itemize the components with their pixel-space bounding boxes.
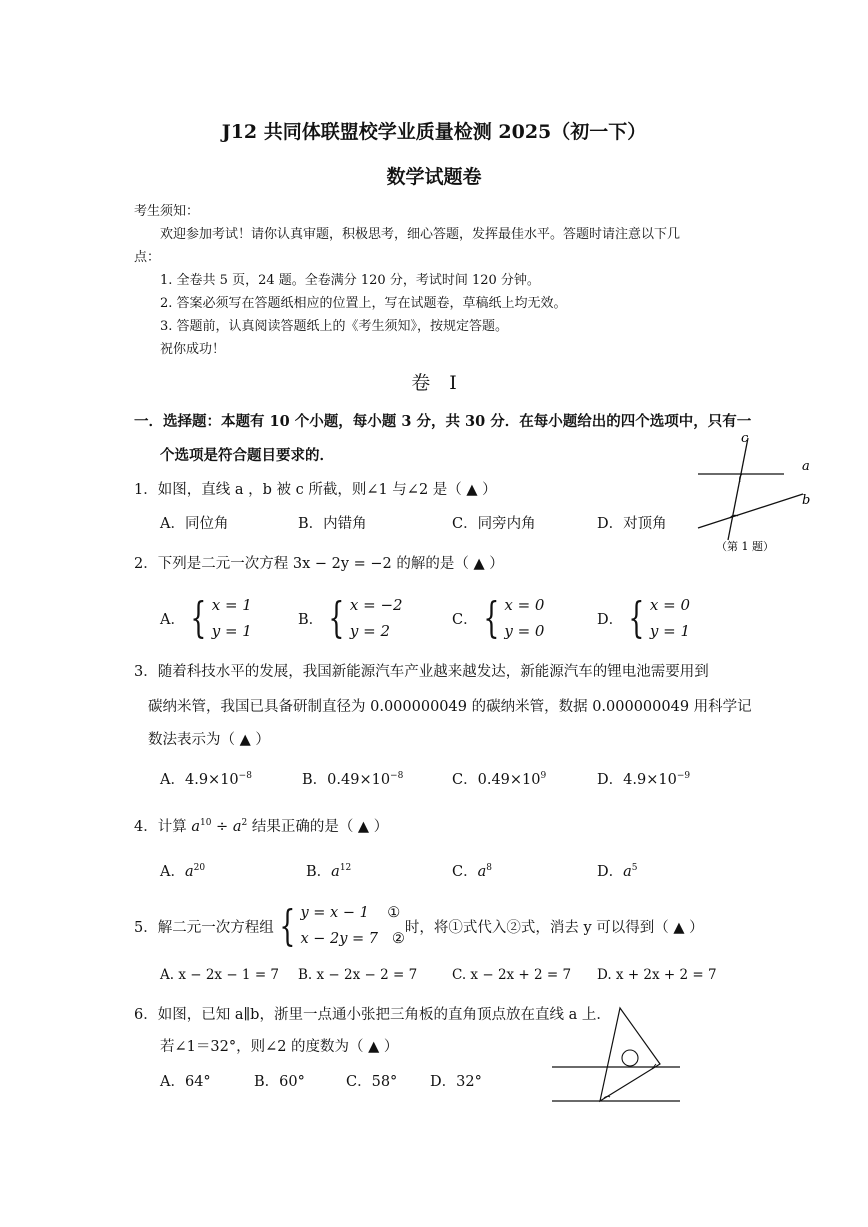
option-exponent: 12 bbox=[339, 863, 352, 874]
notice-intro-line1: 欢迎参加考试！请你认真审题，积极思考，细心答题，发挥最佳水平。答题时请注意以下几 bbox=[160, 227, 681, 242]
triangle-ruler bbox=[600, 1008, 660, 1101]
option-letter: C． bbox=[452, 864, 478, 880]
option-base: a bbox=[184, 864, 194, 880]
option-letter: C． bbox=[452, 772, 478, 788]
option-letter: D． bbox=[597, 864, 624, 880]
equation-2: y = 2 bbox=[349, 622, 391, 640]
equation-system bbox=[212, 592, 252, 644]
option-base: a bbox=[623, 864, 632, 880]
question-3-line2: 碳纳米管，我国已具备研制直径为 0.000000049 的碳纳米管，数据 0.000000049 用科学记 bbox=[148, 699, 752, 715]
question-1-number: 1． bbox=[134, 482, 158, 498]
left-brace: { bbox=[328, 593, 345, 642]
option-base: 0.49×10 bbox=[327, 772, 391, 788]
left-brace: { bbox=[482, 593, 499, 642]
question-2-option-c bbox=[452, 592, 544, 644]
option-exponent: 5 bbox=[631, 863, 638, 874]
label-c: c bbox=[741, 431, 749, 446]
section-instructions-line2: 个选项是符合题目要求的． bbox=[160, 447, 334, 464]
equation-2-mark: ② bbox=[391, 931, 405, 947]
question-3-line1: 3．随着科技水平的发展，我国新能源汽车产业越来越发达，新能源汽车的锂电池需要用到 bbox=[134, 664, 709, 680]
question-5-option-c: C. x − 2x + 2 = 7 bbox=[452, 967, 572, 983]
label-b: b bbox=[802, 493, 811, 508]
equation-1: y = x − 1 bbox=[300, 905, 369, 921]
label-a: a bbox=[802, 459, 810, 474]
exam-subtitle: 数学试题卷 bbox=[386, 166, 482, 188]
equation-system bbox=[504, 592, 544, 644]
option-letter: A． bbox=[160, 772, 185, 788]
question-3-line3: 数法表示为（ ▲ ） bbox=[148, 732, 270, 748]
question-1-text: 如图，直线 a ，b 被 c 所截，则∠1 与∠2 是（ ▲ ） bbox=[157, 482, 497, 498]
section-instructions-line1: 一．选择题：本题有 10 个小题，每小题 3 分，共 30 分．在每小题给出的四个选项中，只有一 bbox=[134, 413, 752, 430]
question-4-option-b bbox=[306, 860, 351, 881]
question-5-option-b: B. x − 2x − 2 = 7 bbox=[298, 967, 418, 983]
option-base: a bbox=[477, 864, 487, 880]
equation-1-mark: ① bbox=[387, 905, 401, 921]
option-base: a bbox=[331, 864, 340, 880]
equation-1: x = −2 bbox=[349, 596, 403, 614]
question-2 bbox=[134, 552, 504, 573]
notice-item-3: 3. 答题前，认真阅读答题纸上的《考生须知》，按规定答题。 bbox=[160, 319, 509, 334]
option-exponent: 8 bbox=[486, 863, 492, 874]
expr-base-2: a bbox=[232, 819, 242, 835]
line-c bbox=[728, 438, 748, 540]
option-letter: A． bbox=[160, 611, 185, 628]
option-letter: D． bbox=[597, 772, 624, 788]
question-3-option-c bbox=[452, 768, 546, 789]
figure-1-caption: （第 1 题） bbox=[716, 540, 774, 553]
option-letter: B． bbox=[306, 864, 332, 880]
question-3-option-a bbox=[160, 768, 252, 789]
question-2-option-a bbox=[160, 592, 252, 644]
equation-2: y = 1 bbox=[649, 622, 690, 640]
question-5 bbox=[134, 900, 704, 952]
equation-system bbox=[300, 900, 404, 952]
question-5-prefix: 5．解二元一次方程组 bbox=[134, 919, 274, 936]
equation-system bbox=[350, 592, 403, 644]
question-2-option-d bbox=[597, 592, 690, 644]
expr-base-1: a bbox=[191, 819, 200, 835]
question-6-option-a: A．64° bbox=[160, 1074, 211, 1090]
option-letter: A． bbox=[160, 864, 185, 880]
question-4-prefix: 4．计算 bbox=[134, 819, 192, 835]
option-exponent: −8 bbox=[390, 771, 404, 782]
equation-1: x = 0 bbox=[504, 596, 545, 614]
question-4 bbox=[134, 815, 388, 836]
volume-heading: 卷 I bbox=[411, 372, 457, 394]
question-6-line2: 若∠1＝32°，则∠2 的度数为（ ▲ ） bbox=[160, 1039, 399, 1055]
question-4-suffix: 结果正确的是（ ▲ ） bbox=[247, 819, 389, 835]
equation-system bbox=[650, 592, 690, 644]
notice-intro-line2: 点： bbox=[134, 250, 161, 265]
left-brace: { bbox=[279, 901, 296, 950]
expr-exponent-2: 2 bbox=[241, 818, 248, 829]
notice-heading: 考生须知： bbox=[134, 204, 200, 219]
equation-2: x − 2y = 7 bbox=[300, 931, 379, 947]
option-letter: D． bbox=[597, 611, 624, 628]
equation-1: x = 1 bbox=[211, 596, 252, 614]
notice-item-1: 1. 全卷共 5 页，24 题。全卷满分 120 分，考试时间 120 分钟。 bbox=[160, 273, 540, 288]
question-1-figure bbox=[690, 428, 820, 558]
expr-divide: ÷ bbox=[211, 819, 233, 835]
notice-closing: 祝你成功！ bbox=[160, 342, 226, 357]
question-2-text: 下列是二元一次方程 3x − 2y = −2 的解的是（ ▲ ） bbox=[157, 556, 504, 572]
question-1-option-c: C．同旁内角 bbox=[452, 516, 536, 532]
option-base: 4.9×10 bbox=[623, 772, 677, 788]
ruler-hole bbox=[622, 1050, 638, 1066]
question-1-option-d: D．对顶角 bbox=[597, 516, 667, 532]
option-exponent: 9 bbox=[540, 771, 547, 782]
option-base: 0.49×10 bbox=[477, 772, 541, 788]
question-6-line1: 6．如图，已知 a∥b，浙里一点通小张把三角板的直角顶点放在直线 a 上． bbox=[134, 1007, 611, 1023]
question-3-option-d bbox=[597, 768, 690, 789]
exam-title: J12 共同体联盟校学业质量检测 2025（初一下） bbox=[221, 121, 647, 143]
left-brace: { bbox=[628, 593, 645, 642]
expr-exponent-1: 10 bbox=[200, 818, 212, 829]
option-base: 4.9×10 bbox=[184, 772, 239, 788]
line-b bbox=[698, 494, 803, 528]
option-letter: B． bbox=[302, 772, 328, 788]
question-4-option-d bbox=[597, 860, 638, 881]
option-exponent: −9 bbox=[676, 771, 691, 782]
option-exponent: −8 bbox=[238, 771, 252, 782]
question-3-option-b bbox=[302, 768, 403, 789]
question-4-option-a bbox=[160, 860, 205, 881]
option-exponent: 20 bbox=[193, 863, 206, 874]
question-2-number: 2． bbox=[134, 556, 158, 572]
option-letter: B． bbox=[298, 611, 324, 628]
question-6-figure bbox=[548, 1006, 688, 1110]
question-6-option-d: D．32° bbox=[430, 1074, 482, 1090]
question-1-option-a: A．同位角 bbox=[160, 516, 229, 532]
left-brace: { bbox=[190, 593, 207, 642]
question-5-option-a: A. x − 2x − 1 = 7 bbox=[160, 967, 280, 983]
question-5-suffix: 时，将①式代入②式，消去 y 可以得到（ ▲ ） bbox=[404, 919, 704, 936]
question-2-option-b bbox=[298, 592, 403, 644]
equation-2: y = 0 bbox=[504, 622, 545, 640]
option-letter: C． bbox=[452, 611, 478, 628]
notice-item-2: 2. 答案必须写在答题纸相应的位置上，写在试题卷，草稿纸上均无效。 bbox=[160, 296, 567, 311]
question-1-option-b: B．内错角 bbox=[298, 516, 367, 532]
question-4-option-c bbox=[452, 860, 492, 881]
equation-2: y = 1 bbox=[211, 622, 252, 640]
question-1 bbox=[134, 478, 497, 499]
equation-1: x = 0 bbox=[649, 596, 690, 614]
question-5-option-d: D. x + 2x + 2 = 7 bbox=[597, 967, 717, 983]
question-6-option-b: B．60° bbox=[254, 1074, 305, 1090]
question-6-option-c: C．58° bbox=[346, 1074, 398, 1090]
